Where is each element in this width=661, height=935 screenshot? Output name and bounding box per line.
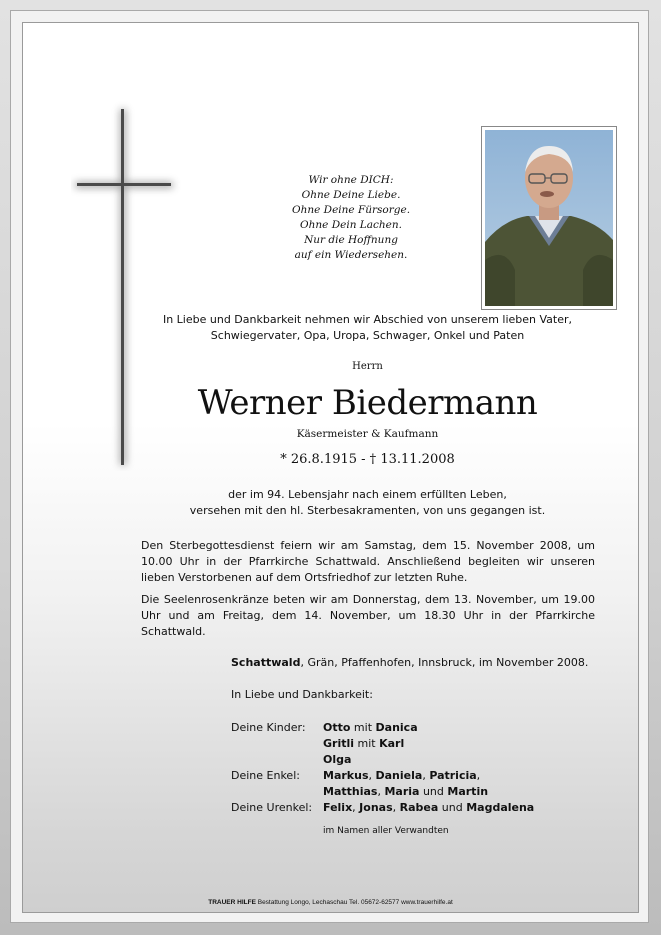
family-name: Markus [323,769,369,782]
rosary-paragraph: Die Seelenrosenkränze beten wir am Donnerstag, dem 13. November, um 19.00 Uhr und am Freitag, dem 14. November, um 18.30 Uhr in der Pfarrkirche Schattwald. [141,593,595,638]
family-conj: , [377,785,385,798]
poem-line: auf ein Wiedersehen. [294,249,408,261]
portrait-image [485,130,613,306]
family-name: Danica [375,721,418,734]
family-row [323,800,534,816]
family-name: Matthias [323,785,378,798]
family-row [323,752,418,768]
place-rest: , Grän, Pfaffenhofen, Innsbruck, im November 2008. [300,656,589,669]
family-conj: , [368,769,376,782]
family-row [323,720,418,736]
place-main: Schattwald [231,656,301,669]
thanks-line: In Liebe und Dankbarkeit: [231,688,373,701]
poem-line: Wir ohne DICH: [308,174,394,186]
footer-brand: TRAUER HILFE [208,899,256,906]
footer-imprint [0,899,661,906]
portrait-photo [481,126,617,310]
poem-line: Ohne Deine Fürsorge. [291,204,411,216]
family-conj: , [476,769,481,782]
intro-line: In Liebe und Dankbarkeit nehmen wir Abschied von unserem lieben Vater, [162,313,573,326]
life-dates: * 26.8.1915 - † 13.11.2008 [280,452,455,467]
salutation: Herrn [352,361,383,372]
life-line: versehen mit den hl. Sterbesakramenten, von uns gegangen ist. [189,504,546,517]
family-conj: mit [350,721,376,734]
life-statement [140,487,595,519]
family-name: Gritli [323,737,355,750]
family-name: Magdalena [466,801,535,814]
life-line: der im 94. Lebensjahr nach einem erfüllten Leben, [228,488,507,501]
family-name: Maria [384,785,420,798]
family-name: Olga [323,753,352,766]
intro-line: Schwiegervater, Opa, Uropa, Schwager, Onkel und Paten [210,329,525,342]
memorial-poem [271,173,431,263]
poem-line: Ohne Dein Lachen. [300,219,402,231]
family-name: Karl [379,737,405,750]
place-date-line [231,656,588,669]
family-name: Otto [323,721,351,734]
poem-line: Ohne Deine Liebe. [301,189,401,201]
family-name: Patricia [429,769,477,782]
family-name: Rabea [399,801,439,814]
funeral-paragraph: Den Sterbegottesdienst feiern wir am Samstag, dem 15. November 2008, um 10.00 Uhr in der Pfarrkirche Schattwald. Anschließend begleiten wir unseren lieben Verstorbenen auf dem Ortsfriedhof zur letzten Ruhe. [141,539,595,584]
children-label: Deine Kinder: [231,721,306,734]
family-conj: , [422,769,430,782]
family-name: Martin [447,785,489,798]
footer-contact: Bestattung Longo, Lechaschau Tel. 05672-62577 www.trauerhilfe.at [255,899,453,906]
family-name: Jonas [359,801,393,814]
poem-line: Nur die Hoffnung [304,234,398,246]
family-conj: und [419,785,448,798]
intro-text [140,312,595,344]
family-conj: , [352,801,360,814]
family-conj: , [392,801,400,814]
relatives-note: im Namen aller Verwandten [323,826,449,836]
family-conj: und [438,801,467,814]
deceased-name: Werner Biedermann [197,383,538,423]
family-row [323,736,418,752]
family-conj: mit [354,737,380,750]
family-name: Felix [323,801,353,814]
family-row [323,784,488,800]
great-grandchildren-label: Deine Urenkel: [231,801,313,814]
family-row [323,768,488,784]
family-name: Daniela [375,769,423,782]
grandchildren-label: Deine Enkel: [231,769,300,782]
profession: Käsermeister & Kaufmann [296,428,439,440]
